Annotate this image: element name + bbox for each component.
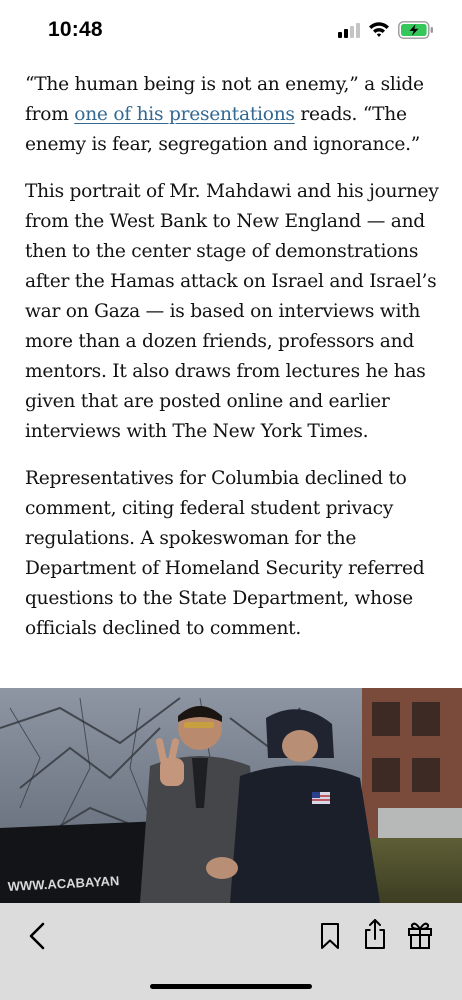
share-icon[interactable] <box>362 917 388 951</box>
article-body <box>25 70 440 661</box>
vehicle-lettering: WWW.ACABAYAN <box>7 873 120 894</box>
status-bar <box>0 0 462 56</box>
article-paragraph-3: Representatives for Columbia declined to comment, citing federal student privacy regulations. A spokeswoman for the Department of Homeland Security referred questions to the State Department, whose officials declined to comment. <box>25 468 425 639</box>
back-chevron-icon[interactable] <box>26 920 48 952</box>
battery-charging-icon <box>398 21 434 39</box>
article-photo[interactable] <box>0 688 462 903</box>
article-paragraph-2: This portrait of Mr. Mahdawi and his journey from the West Bank to New England — and then to the center stage of demonstrations after the Hamas attack on Israel and Israel’s war on Gaza — is based on interviews with more than a dozen friends, professors and mentors. It also draws from lectures he has given that are posted online and earlier interviews with The New York Times. <box>25 181 439 442</box>
bookmark-icon[interactable] <box>318 921 342 951</box>
status-time: 10:48 <box>48 18 103 41</box>
article-paragraph-1: “The human being is not an enemy,” a slide from one of his presentations reads. “The enemy is fear, segregation and ignorance.” <box>25 74 424 155</box>
photo-illustration <box>0 688 462 903</box>
cellular-signal-icon <box>338 22 362 38</box>
wifi-icon <box>368 20 390 38</box>
gift-icon[interactable] <box>406 919 434 951</box>
home-indicator <box>150 984 312 989</box>
presentation-link[interactable]: one of his presentations <box>74 104 295 125</box>
